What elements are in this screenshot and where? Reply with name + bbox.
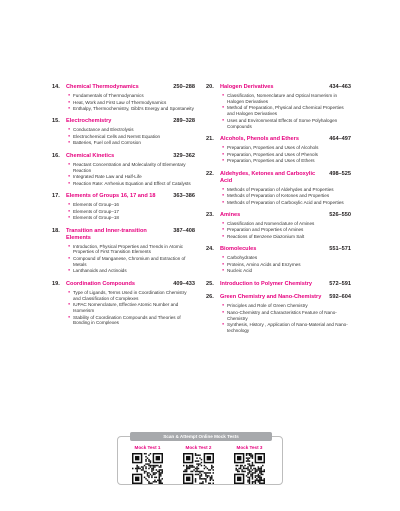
topic-item (222, 221, 351, 227)
chapter (206, 84, 351, 130)
left-column (52, 84, 195, 333)
chapter-title[interactable]: Elements of Groups 16, 17 and 18 (66, 193, 156, 200)
chapter-header (52, 84, 195, 91)
chapter-title[interactable]: Aldehydes, Ketones and Carboxylic Acid (220, 170, 316, 184)
chapter-number: 23. (206, 211, 214, 218)
bullet-icon: ● (68, 243, 71, 248)
topic-list (68, 162, 195, 187)
bullet-icon: ● (68, 268, 71, 273)
chapter-title[interactable]: Alcohols, Phenols and Ethers (220, 136, 299, 143)
chapter-pages: 592–604 (329, 294, 351, 301)
chapter (206, 294, 351, 334)
chapter-title[interactable]: Halogen Derivatives (220, 84, 274, 90)
chapter-number: 21. (206, 136, 214, 143)
topic-text: Classification, Nomenclature and Optical Isomerism in Halogen Derivatives (227, 93, 338, 104)
topic-text: Introduction, Physical Properties and Trends in Atomic Properties of First Transition Elements (73, 243, 184, 255)
topic-text: Compound of Manganese, Chromium and Extraction of Metals (73, 255, 186, 267)
topic-list (222, 93, 351, 130)
topic-text: Nucleic Acid (227, 268, 253, 274)
topic-item (222, 152, 351, 158)
topic-list (222, 187, 351, 206)
bullet-icon: ● (68, 202, 71, 207)
topic-text: Preparation, Properties and Uses of Phenols (227, 151, 318, 157)
topic-item (68, 290, 195, 302)
chapter-title[interactable]: Chemical Thermodynamics (66, 84, 139, 90)
topic-item (68, 140, 195, 146)
topic-list (68, 202, 195, 221)
topic-list (222, 303, 351, 334)
topic-item (222, 158, 351, 164)
chapter-pages: 409–433 (173, 280, 195, 287)
topic-item (222, 145, 351, 151)
chapter-header (52, 153, 195, 160)
topic-text: Uses and Environmental Effects of Some Polyhalogen Compounds (227, 117, 338, 129)
topic-text: Preparation, Properties and Uses of Alcohols (227, 145, 319, 151)
chapter (206, 212, 351, 240)
topic-item (68, 315, 195, 327)
bullet-icon: ● (222, 261, 225, 266)
bullet-icon: ● (222, 227, 225, 232)
chapter-pages: 387–408 (173, 227, 195, 234)
chapter-pages: 551–571 (329, 246, 351, 253)
topic-item (68, 244, 195, 256)
topic-text: Electrochemical Cells and Nernst Equation (73, 133, 161, 139)
topic-text: Conductance and Electrolysis (73, 127, 134, 133)
chapter-pages: 363–386 (173, 193, 195, 200)
topic-text: Lanthanoids and Actinoids (73, 268, 127, 274)
topic-text: Methods of Preparation of Ketones and Properties (227, 193, 330, 199)
bullet-icon: ● (222, 322, 225, 327)
bullet-icon: ● (222, 117, 225, 122)
chapter-title[interactable]: Introduction to Polymer Chemistry (220, 280, 312, 287)
chapter-header (52, 281, 195, 288)
chapter (52, 84, 195, 112)
chapter (206, 281, 351, 288)
bullet-icon: ● (222, 151, 225, 156)
qr-code-icon[interactable] (132, 453, 163, 484)
topic-text: Proteins, Amino Acids and Enzymes (227, 261, 301, 267)
bullet-icon: ● (68, 93, 71, 97)
bullet-icon: ● (68, 255, 71, 260)
topic-list (68, 127, 195, 146)
bullet-icon: ● (68, 180, 71, 185)
bullet-icon: ● (222, 220, 225, 225)
chapter-header (206, 136, 351, 143)
chapter-number: 20. (206, 84, 214, 90)
mock-test-list (127, 445, 270, 484)
chapter-header (52, 228, 195, 242)
topic-item (222, 93, 351, 105)
chapter-pages: 526–550 (329, 211, 351, 218)
bullet-icon: ● (68, 289, 71, 294)
topic-item (68, 256, 195, 268)
bullet-icon: ● (68, 174, 71, 179)
topic-item (222, 303, 351, 309)
chapter (206, 136, 351, 164)
bullet-icon: ● (222, 255, 225, 260)
topic-text: Batteries, Fuel cell and Corrosion (73, 140, 141, 146)
bullet-icon: ● (68, 99, 71, 104)
topic-text: Preparation and Properties of Amines (227, 227, 304, 233)
topic-item (68, 162, 195, 174)
chapter-title[interactable]: Green Chemistry and Nano-Chemistry (220, 294, 322, 301)
bullet-icon: ● (222, 309, 225, 314)
mock-test-label[interactable]: Mock Test 3 (236, 445, 263, 450)
topic-item (68, 106, 195, 112)
bullet-icon: ● (222, 193, 225, 198)
topic-item (68, 181, 195, 187)
chapter (206, 246, 351, 274)
mock-test-label[interactable]: Mock Test 1 (134, 445, 161, 450)
bullet-icon: ● (68, 161, 71, 166)
topic-item (222, 262, 351, 268)
chapter-header (206, 281, 351, 288)
topic-item (222, 105, 351, 117)
topic-item (222, 310, 351, 322)
topic-item (68, 202, 195, 208)
chapter-pages: 464–497 (329, 136, 351, 143)
topic-text: Elements of Group–17 (73, 208, 119, 214)
topic-item (68, 215, 195, 221)
mock-test-panel (117, 436, 283, 485)
right-column (206, 84, 351, 340)
topic-item (222, 200, 351, 206)
chapter-header (206, 84, 351, 91)
bullet-icon: ● (222, 268, 225, 273)
topic-item (68, 93, 195, 99)
topic-text: Classification and Nomenclature of Amines (227, 220, 315, 226)
topic-text: IUPAC Nomenclature, Effective Atomic Number and Isomerism (73, 302, 179, 314)
bullet-icon: ● (222, 145, 225, 150)
chapter-number: 17. (52, 193, 60, 200)
topic-item (68, 100, 195, 106)
bullet-icon: ● (222, 199, 225, 204)
topic-text: Reaction Rate: Arrhenius Equation and Effect of Catalysts (73, 180, 191, 186)
mock-test-3[interactable] (229, 445, 270, 484)
chapter-number: 19. (52, 280, 60, 287)
chapter (52, 153, 195, 187)
chapter-header (206, 246, 351, 253)
chapter (52, 228, 195, 275)
topic-text: Fundamentals of Thermodynamics (73, 93, 144, 98)
mock-test-label[interactable]: Mock Test 2 (185, 445, 212, 450)
mock-test-2[interactable] (178, 445, 219, 484)
topic-text: Stability of Coordination Compounds and Theories of Bonding in Complexes (73, 314, 181, 326)
chapter-number: 18. (52, 227, 60, 234)
chapter-pages: 434–463 (329, 84, 351, 90)
topic-item (68, 209, 195, 215)
topic-text: Reactions of Benzene Diazonium Salt (227, 233, 305, 239)
topic-item (222, 255, 351, 261)
topic-item (68, 127, 195, 133)
chapter-pages: 329–362 (173, 152, 195, 159)
bullet-icon: ● (68, 106, 71, 110)
topic-list (68, 244, 195, 275)
chapter-title[interactable]: Chemical Kinetics (66, 152, 115, 159)
chapter-number: 14. (52, 84, 60, 90)
topic-text: Methods of Preparation of Aldehydes and Properties (227, 186, 334, 192)
topic-list (68, 93, 195, 112)
topic-text: Carbohydrates (227, 255, 258, 261)
bullet-icon: ● (68, 133, 71, 138)
topic-item (68, 134, 195, 140)
bullet-icon: ● (222, 158, 225, 163)
topic-text: Synthesis, History , Application of Nano-Material and Nano-technology (227, 322, 348, 334)
topic-text: Elements of Group–16 (73, 202, 119, 208)
chapter-pages: 498–525 (329, 170, 351, 177)
topic-list (222, 145, 351, 164)
topic-item (222, 187, 351, 193)
topic-text: Reactant Concentration and Molecularity of Elementary Reaction (73, 161, 186, 173)
topic-text: Enthalpy, Thermochemistry, Gibb's Energy and Spontaneity (73, 106, 194, 111)
chapter-number: 25. (206, 280, 214, 287)
chapter-number: 24. (206, 246, 214, 253)
chapter-header (206, 171, 351, 185)
topic-list (68, 290, 195, 327)
topic-list (222, 221, 351, 240)
chapter (52, 118, 195, 146)
topic-text: Principles and Role of Green Chemistry (227, 303, 308, 309)
chapter-number: 22. (206, 170, 214, 177)
chapter-title[interactable]: Electrochemistry (66, 118, 112, 125)
topic-text: Preparation, Properties and Uses of Ethers (227, 158, 315, 164)
topic-item (222, 322, 351, 334)
qr-code-icon[interactable] (234, 453, 265, 484)
bullet-icon: ● (68, 302, 71, 307)
chapter-title[interactable]: Amines (220, 211, 241, 218)
qr-code-icon[interactable] (183, 453, 214, 484)
chapter (206, 171, 351, 206)
bullet-icon: ● (68, 127, 71, 132)
bullet-icon: ● (222, 303, 225, 308)
chapter-header (52, 118, 195, 125)
chapter-header (206, 212, 351, 219)
chapter-pages: 250–288 (173, 84, 195, 90)
topic-item (68, 268, 195, 274)
topic-text: Nano-Chemistry and Characteristics Feature of Nano-Chemistry (227, 309, 337, 321)
topic-text: Integrated Rate Law and Half-Life (73, 174, 142, 180)
topic-text: Elements of Group–18 (73, 215, 119, 221)
chapter (52, 193, 195, 221)
mock-test-heading: Scan & Attempt Online Mock Tests (130, 432, 272, 441)
chapter-number: 15. (52, 118, 60, 125)
bullet-icon: ● (222, 93, 225, 97)
chapter-number: 16. (52, 152, 60, 159)
topic-text: Method of Preparation, Physical and Chemical Properties and Halogen Derivatives (227, 105, 344, 117)
topic-item (68, 174, 195, 180)
chapter-header (206, 294, 351, 301)
topic-item (222, 118, 351, 130)
topic-item (222, 193, 351, 199)
topic-item (222, 227, 351, 233)
bullet-icon: ● (222, 233, 225, 238)
topic-item (68, 302, 195, 314)
chapter-title[interactable]: Coordination Compounds (66, 280, 135, 287)
topic-text: Type of Ligands, Terms Used in Coordination Chemistry and Classification of Complexes (73, 289, 187, 301)
bullet-icon: ● (68, 215, 71, 220)
chapter-title[interactable]: Biomolecules (220, 246, 257, 253)
chapter-number: 26. (206, 294, 214, 301)
topic-item (222, 268, 351, 274)
bullet-icon: ● (68, 314, 71, 319)
chapter (52, 281, 195, 327)
mock-test-1[interactable] (127, 445, 168, 484)
topic-text: Heat, Work and First Law of Thermodynamics (73, 99, 167, 105)
bullet-icon: ● (68, 140, 71, 145)
bullet-icon: ● (222, 186, 225, 191)
chapter-pages: 289–328 (173, 118, 195, 125)
topic-list (222, 255, 351, 274)
chapter-title[interactable]: Transition and Inner-transition Elements (66, 227, 147, 241)
bullet-icon: ● (222, 105, 225, 110)
bullet-icon: ● (68, 208, 71, 213)
chapter-pages: 572–591 (329, 280, 351, 287)
topic-text: Methods of Preparation of Carboxylic Acid and Properties (227, 199, 344, 205)
topic-item (222, 234, 351, 240)
chapter-header (52, 193, 195, 200)
